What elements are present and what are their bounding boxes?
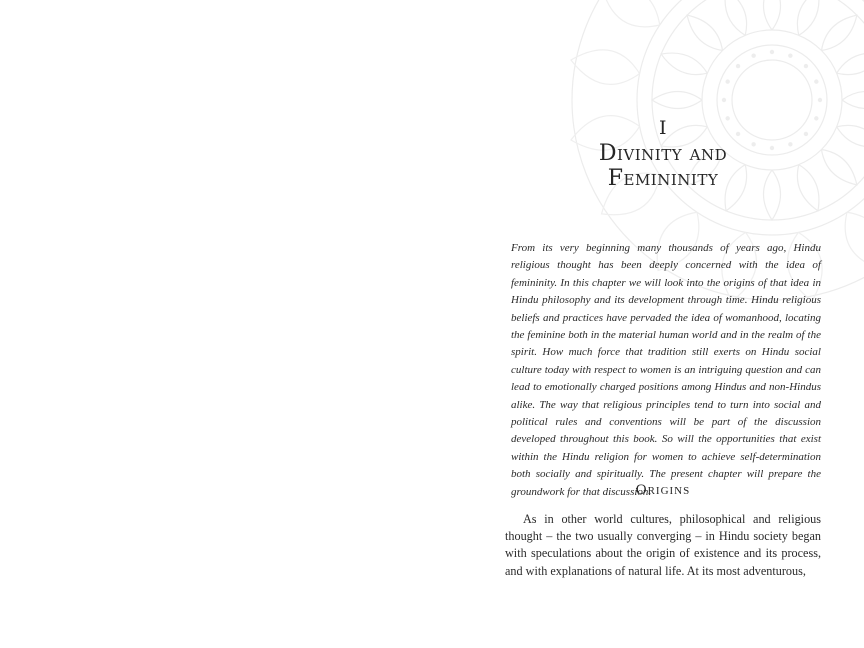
section-title: Origins — [635, 482, 691, 498]
chapter-intro-paragraph: From its very beginning many thousands of years ago, Hindu religious thought has been deeply concerned with the idea of femininity. In this chapter we will look into the origins of that idea in Hindu philosophy and its development through time. Hindu religious beliefs and practices have pervaded the idea of womanhood, locating the feminine both in the material human world and in the realm of the spirit. How much force that tradition still exerts on Hindu social culture today with respect to women is an intriguing question and can lead to emotionally charged positions among Hindus and non-Hindus alike. The way that religious principles tend to turn into social and political rules and conventions will be part of the discussion developed throughout this book. So will the opportunities that exist within the Hindu religion for women to achieve self-determination both socially and spiritually. The present chapter will prepare the groundwork for that discussion. — [511, 242, 821, 498]
chapter-title-line-2: Femininity — [607, 166, 719, 191]
chapter-number: I — [658, 117, 667, 139]
chapter-heading — [505, 116, 821, 191]
chapter-title-line-1: Divinity and — [598, 141, 728, 166]
section-body-paragraph: As in other world cultures, philosophical and religious thought – the two usually converging – in Hindu society began with speculations about the origin of existence and its process, and with explanations of natural life. At its most adventurous, — [505, 512, 821, 578]
